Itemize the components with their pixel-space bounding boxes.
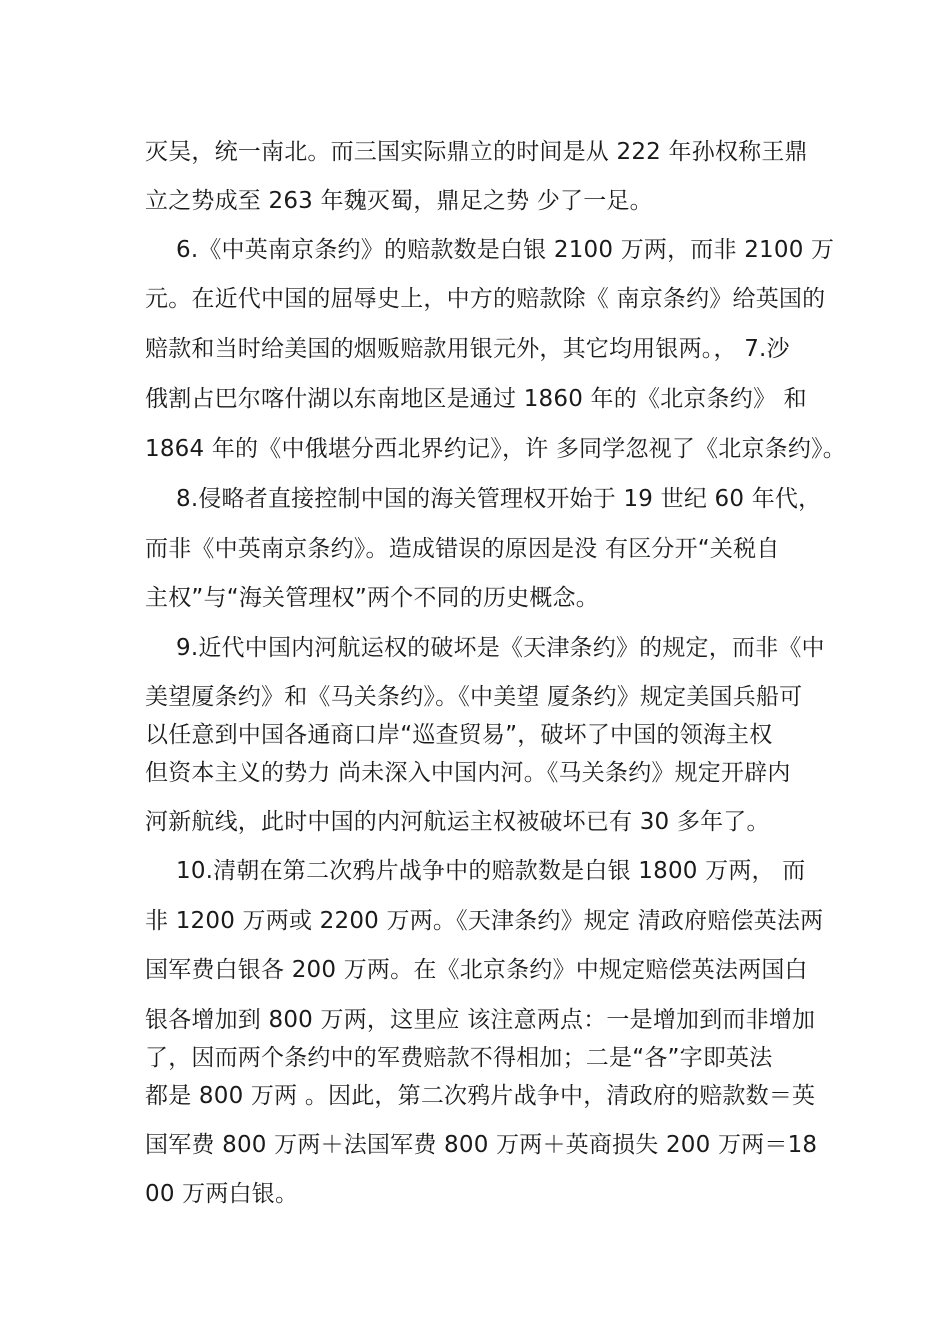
text-line: 国军费白银各 200 万两。在《北京条约》中规定赔偿英法两国白 bbox=[145, 957, 808, 983]
text-line: 1864 年的《中俄堪分西北界约记》，许 多同学忽视了《北京条约》。 bbox=[145, 436, 846, 462]
text-line: 银各增加到 800 万两，这里应 该注意两点：一是增加到而非增加 bbox=[145, 1007, 816, 1033]
text-line: 赔款和当时给美国的烟贩赔款用银元外，其它均用银两。， 7.沙 bbox=[145, 336, 790, 362]
text-line: 河新航线，此时中国的内河航运主权被破坏已有 30 多年了。 bbox=[145, 809, 770, 835]
text-line: 6.《中英南京条约》的赔款数是白银 2100 万两，而非 2100 万 bbox=[176, 237, 835, 263]
text-line: 立之势成至 263 年魏灭蜀，鼎足之势 少了一足。 bbox=[145, 188, 653, 214]
text-line: 主权”与“海关管理权”两个不同的历史概念。 bbox=[145, 585, 599, 611]
text-line: 非 1200 万两或 2200 万两。《天津条约》规定 清政府赔偿英法两 bbox=[145, 908, 824, 934]
text-line: 国军费 800 万两＋法国军费 800 万两＋英商损失 200 万两＝18 bbox=[145, 1132, 818, 1158]
text-line: 美望厦条约》和《马关条约》。《中美望 厦条约》规定美国兵船可 bbox=[145, 684, 803, 710]
text-line: 俄割占巴尔喀什湖以东南地区是通过 1860 年的《北京条约》 和 bbox=[145, 386, 807, 412]
text-line: 00 万两白银。 bbox=[145, 1181, 299, 1207]
text-line: 灭吴，统一南北。而三国实际鼎立的时间是从 222 年孙权称王鼎 bbox=[145, 139, 808, 165]
text-line: 但资本主义的势力 尚未深入中国内河。《马关条约》规定开辟内 bbox=[145, 760, 791, 786]
text-line: 10.清朝在第二次鸦片战争中的赔款数是白银 1800 万两， 而 bbox=[176, 858, 806, 884]
text-line: 9.近代中国内河航运权的破坏是《天津条约》的规定，而非《中 bbox=[176, 635, 825, 661]
text-line: 元。在近代中国的屈辱史上，中方的赔款除《 南京条约》给英国的 bbox=[145, 286, 826, 312]
text-line: 都是 800 万两 。因此，第二次鸦片战争中，清政府的赔款数＝英 bbox=[145, 1083, 816, 1109]
text-line: 以任意到中国各通商口岸“巡查贸易”，破坏了中国的领海主权 bbox=[145, 722, 773, 748]
text-line: 8.侵略者直接控制中国的海关管理权开始于 19 世纪 60 年代， bbox=[176, 486, 822, 512]
text-line: 了，因而两个条约中的军费赔款不得相加；二是“各”字即英法 bbox=[145, 1045, 773, 1071]
text-line: 而非《中英南京条约》。造成错误的原因是没 有区分开“关税自 bbox=[145, 536, 780, 562]
